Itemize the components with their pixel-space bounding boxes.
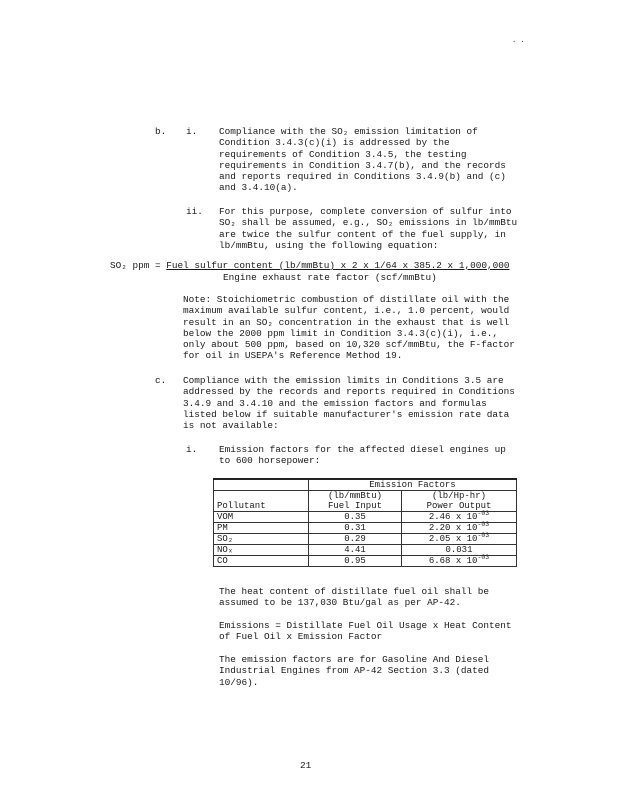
text-line: The heat content of distillate fuel oil shall be — [219, 586, 490, 597]
item-c-text — [183, 375, 515, 431]
power-output-value: 2.05 x 10 — [428, 534, 478, 544]
power-output-cell — [402, 534, 517, 545]
equation-denominator: Engine exhaust rate factor (scf/mmBtu) — [223, 272, 437, 283]
item-c-label: c. — [155, 375, 167, 386]
text-line: and 3.4.10(a). — [219, 182, 298, 194]
text-line: listed below if suitable manufacturer's emission rate data — [183, 408, 510, 420]
so2-equation — [110, 260, 509, 271]
item-b-i-text — [219, 126, 506, 194]
col-fuel-input-unit: (lb/mmBtu) — [309, 491, 402, 502]
text-line: for oil in USEPA's Reference Method 19. — [183, 350, 403, 362]
equation-lhs: SO₂ ppm = — [110, 260, 167, 271]
item-b-i-label: i. — [186, 126, 198, 137]
text-line: lb/mmBtu, using the following equation: — [219, 239, 439, 251]
heat-content-paragraph — [219, 586, 489, 609]
table-row — [214, 556, 517, 567]
text-line: of Fuel Oil x Emission Factor — [219, 631, 383, 643]
text-line: Compliance with the emission limits in Conditions 3.5 are — [183, 375, 504, 386]
text-line: to 600 horsepower: — [219, 455, 321, 467]
pollutant-cell: SO₂ — [214, 534, 309, 545]
fuel-input-cell: 0.35 — [309, 512, 402, 523]
col-pollutant-header: Pollutant — [214, 501, 309, 512]
text-line: Compliance with the SO₂ emission limitation of — [219, 126, 478, 137]
text-line: Emission factors for the affected diesel engines up — [219, 444, 506, 455]
power-output-value: 2.20 x 10 — [428, 523, 478, 533]
text-line: Condition 3.4.3(c)(i) is addressed by the — [219, 137, 450, 149]
power-output-exponent: -03 — [477, 521, 490, 528]
text-line: For this purpose, complete conversion of sulfur into — [219, 206, 512, 217]
table-row — [214, 523, 517, 534]
power-output-exponent: -03 — [477, 554, 490, 561]
emission-factors-table — [213, 478, 517, 567]
power-output-cell — [402, 512, 517, 523]
power-output-value: 6.68 x 10 — [428, 556, 478, 566]
text-line: result in an SO₂ concentration in the exhaust that is well — [183, 316, 510, 328]
power-output-cell — [402, 523, 517, 534]
table-row — [214, 545, 517, 556]
text-line: are twice the sulfur content of the fuel supply, in — [219, 228, 506, 240]
corner-marks: . . — [512, 37, 525, 45]
fuel-input-cell: 4.41 — [309, 545, 402, 556]
power-output-value: 0.031 — [445, 545, 473, 555]
table-header-row — [214, 501, 517, 512]
item-c-i-text — [219, 444, 506, 467]
fuel-input-cell: 0.95 — [309, 556, 402, 567]
pollutant-cell: VOM — [214, 512, 309, 523]
text-line: Emissions = Distillate Fuel Oil Usage x Heat Content — [219, 620, 512, 631]
text-line: is not available: — [183, 420, 279, 432]
power-output-cell — [402, 556, 517, 567]
item-b-ii-label: ii. — [186, 206, 203, 217]
text-line: maximum available sulfur content, i.e., 1.0 percent, would — [183, 305, 510, 317]
power-output-exponent: -03 — [477, 532, 490, 539]
item-b-ii-text — [219, 206, 517, 251]
equation-numerator: Fuel sulfur content (lb/mmBtu) x 2 x 1/64 x 385.2 x 1,000,000 — [166, 260, 510, 271]
text-line: 10/96). — [219, 676, 259, 688]
table-title: Emission Factors — [309, 479, 517, 491]
power-output-exponent: -03 — [477, 510, 490, 517]
item-c-i-label: i. — [186, 444, 198, 455]
fuel-input-cell: 0.29 — [309, 534, 402, 545]
text-line: addressed by the records and reports required in Conditions — [183, 386, 515, 398]
col-power-output-unit: (lb/Hp-hr) — [402, 491, 517, 502]
power-output-cell — [402, 545, 517, 556]
pollutant-cell: PM — [214, 523, 309, 534]
table-title-row — [214, 479, 517, 491]
table-row — [214, 534, 517, 545]
text-line: assumed to be 137,030 Btu/gal as per AP-42. — [219, 597, 461, 609]
col-power-output-header: Power Output — [402, 501, 517, 512]
note-paragraph — [183, 294, 515, 362]
text-line: SO₂ shall be assumed, e.g., SO₂ emissions in lb/mmBtu — [219, 217, 518, 229]
item-b-label: b. — [155, 126, 167, 137]
text-line: Note: Stoichiometric combustion of distillate oil with the — [183, 294, 510, 305]
table-header-row — [214, 491, 517, 502]
page-number: 21 — [300, 760, 312, 771]
fuel-input-cell: 0.31 — [309, 523, 402, 534]
pollutant-cell: CO — [214, 556, 309, 567]
text-line: requirements of Condition 3.4.5, the testing — [219, 148, 467, 160]
emission-factor-source-paragraph — [219, 654, 489, 688]
pollutant-cell: NOₓ — [214, 545, 309, 556]
text-line: and reports required in Conditions 3.4.9(b) and (c) — [219, 171, 506, 183]
table-row — [214, 512, 517, 523]
table-corner-cell — [214, 479, 309, 491]
text-line: 3.4.9 and 3.4.10 and the emission factors and formulas — [183, 397, 487, 409]
text-line: only about 500 ppm, based on 10,320 scf/mmBtu, the F-factor — [183, 339, 515, 351]
power-output-value: 2.46 x 10 — [428, 512, 478, 522]
text-line: The emission factors are for Gasoline And Diesel — [219, 654, 490, 665]
text-line: below the 2000 ppm limit in Condition 3.4.3(c)(i), i.e., — [183, 327, 499, 339]
col-fuel-input-header: Fuel Input — [309, 501, 402, 512]
emissions-formula-paragraph — [219, 620, 512, 643]
table-header-blank — [214, 491, 309, 502]
text-line: requirements in Condition 3.4.7(b), and the records — [219, 159, 506, 171]
text-line: Industrial Engines from AP-42 Section 3.3 (dated — [219, 665, 490, 677]
